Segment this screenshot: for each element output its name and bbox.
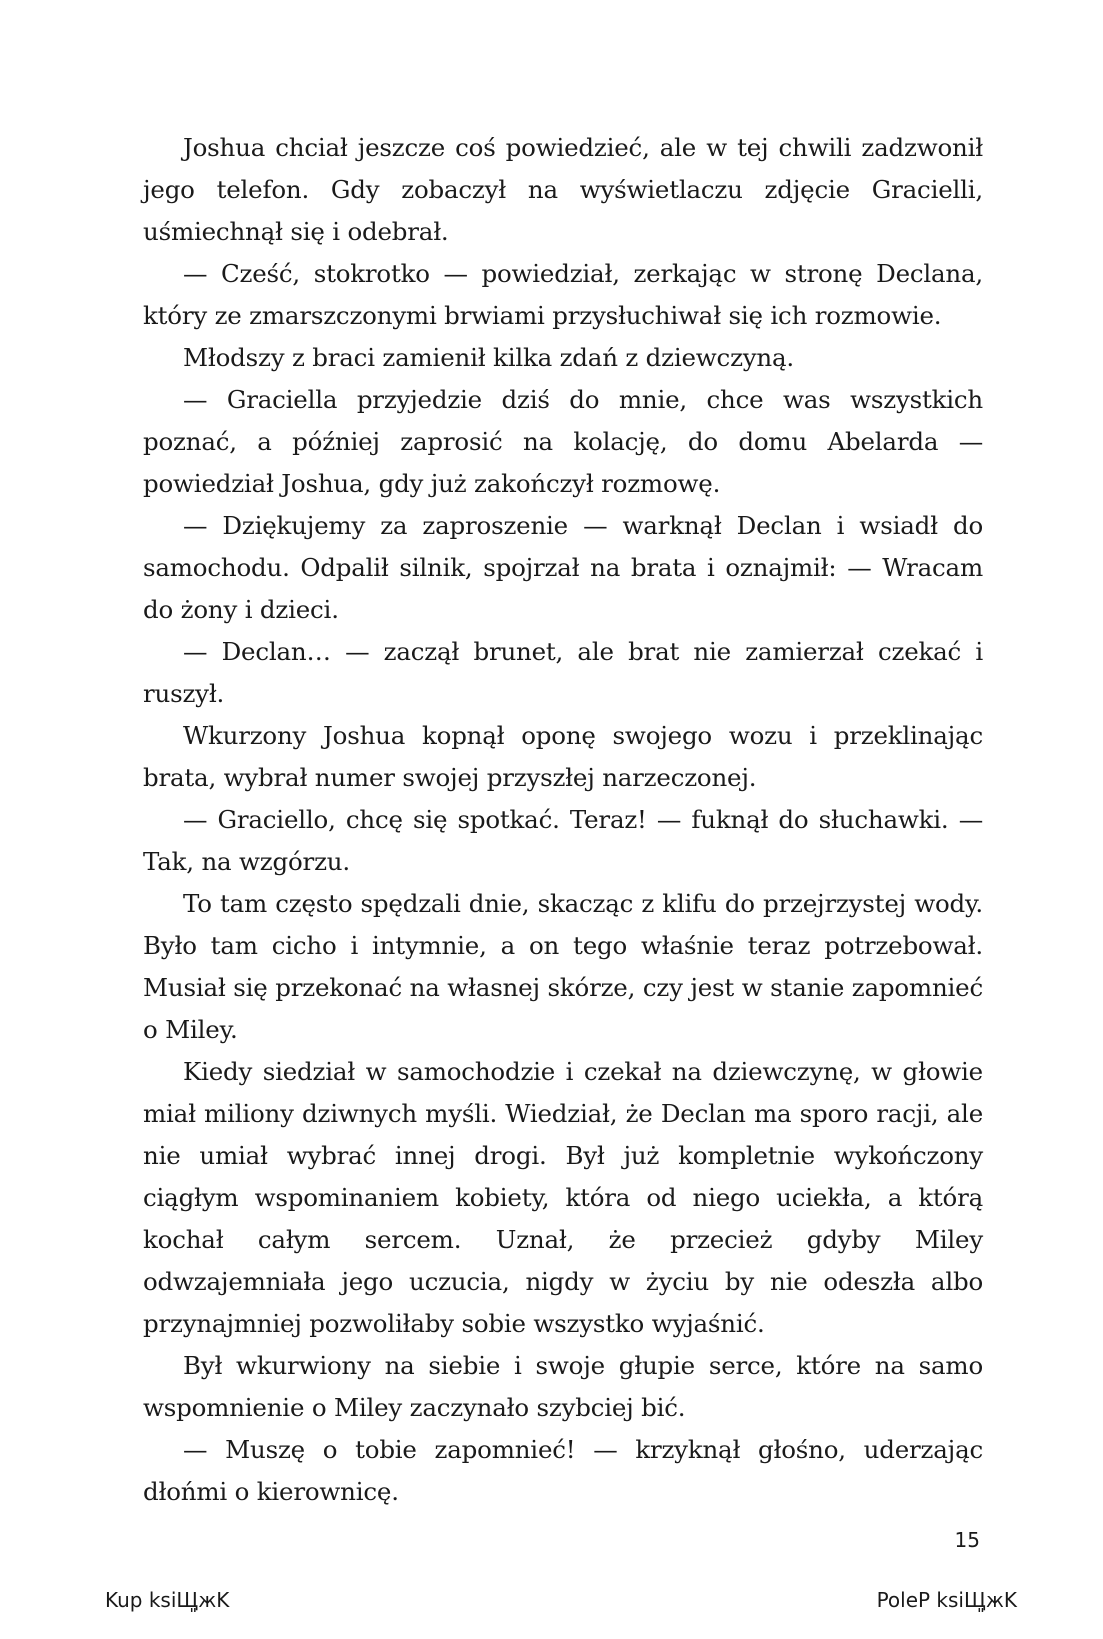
paragraph: To tam często spędzali dnie, skacząc z klifu do przejrzystej wody. Było tam cicho i intymnie, a on tego właśnie teraz potrzebował. Musiał się przekonać na własnej skórze, czy jest w stanie zapomnieć o Miley. xyxy=(143,889,983,1044)
body-text xyxy=(143,127,983,1513)
paragraph: — Cześć, stokrotko — powiedział, zerkając w stronę Declana, który ze zmarszczonymi brwiami przysłuchiwał się ich rozmowie. xyxy=(143,259,983,330)
paragraph: Joshua chciał jeszcze coś powiedzieć, ale w tej chwili zadzwonił jego telefon. Gdy zobaczył na wyświetlaczu zdjęcie Gracielli, uśmiechnął się i odebrał. xyxy=(143,133,983,246)
paragraph: Młodszy z braci zamienił kilka zdań z dziewczyną. xyxy=(183,343,795,372)
paragraph: — Declan… — zaczął brunet, ale brat nie zamierzał czekać i ruszył. xyxy=(143,637,983,708)
paragraph: Był wkurwiony na siebie i swoje głupie serce, które na samo wspomnienie o Miley zaczynało szybciej bić. xyxy=(143,1351,983,1422)
paragraph: — Muszę o tobie zapomnieć! — krzyknął głośno, uderzając dłońmi o kierownicę. xyxy=(143,1435,983,1506)
paragraph: — Dziękujemy za zaproszenie — warknął Declan i wsiadł do samochodu. Odpalił silnik, spojrzał na brata i oznajmił: — Wracam do żony i dzieci. xyxy=(143,511,983,624)
paragraph: Wkurzony Joshua kopnął oponę swojego wozu i przeklinając brata, wybrał numer swojej przyszłej narzeczonej. xyxy=(143,721,983,792)
page-number: 15 xyxy=(954,1528,980,1552)
paragraph: — Graciello, chcę się spotkać. Teraz! — fuknął do słuchawki. — Tak, na wzgórzu. xyxy=(143,805,983,876)
paragraph: Kiedy siedział w samochodzie i czekał na dziewczynę, w głowie miał miliony dziwnych myśli. Wiedział, że Declan ma sporo racji, ale nie umiał wybrać innej drogi. Był już kompletnie wykończony ciągłym wspominaniem kobiety, która od niego uciekła, a którą kochał całym sercem. Uznał, że przecież gdyby Miley odwzajemniała jego uczucia, nigdy w życiu by nie odeszła albo przynajmniej pozwoliłaby sobie wszystko wyjaśnić. xyxy=(143,1057,983,1338)
paragraph: — Graciella przyjedzie dziś do mnie, chce was wszystkich poznać, a później zaprosić na kolację, do domu Abelarda — powiedział Joshua, gdy już zakończył rozmowę. xyxy=(143,385,983,498)
buy-book-link[interactable]: Kup ksiЩ͈жK xyxy=(105,1588,230,1612)
recommend-book-link[interactable]: PoleP ksiЩ͈жK xyxy=(876,1588,1017,1612)
